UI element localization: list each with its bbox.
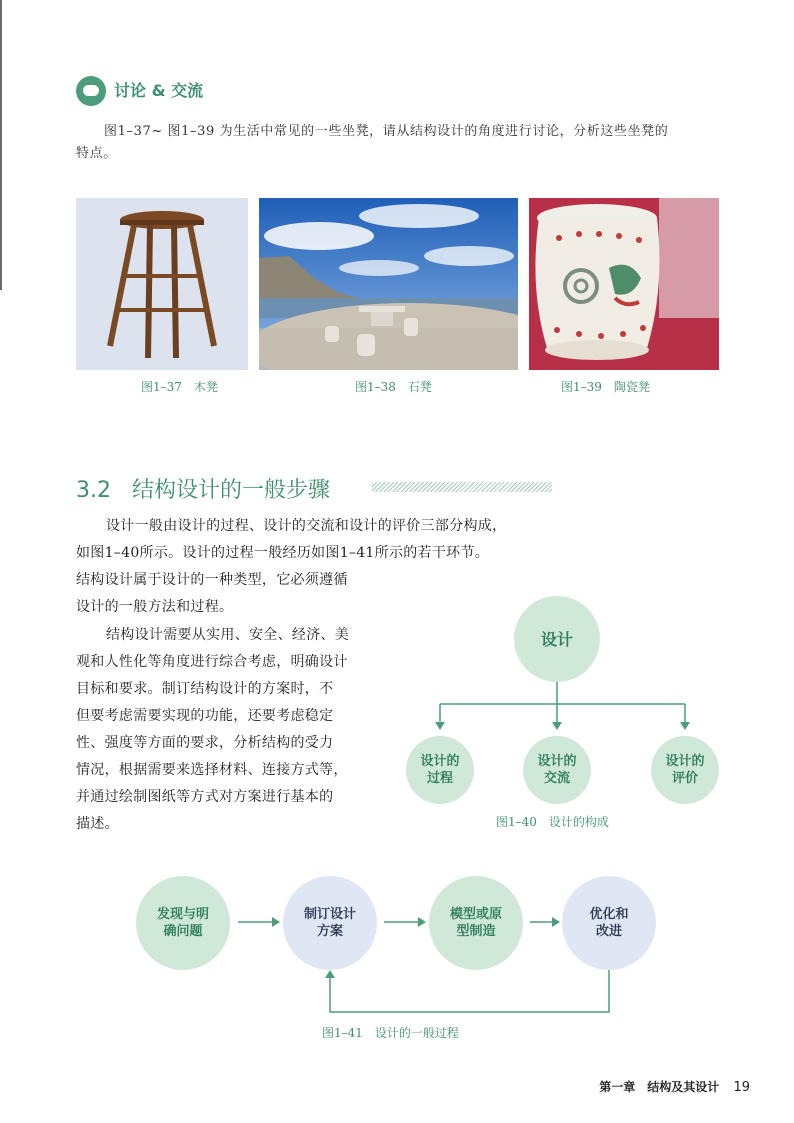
design-evaluation-node <box>651 736 719 804</box>
figure-1-41-caption: 图1–41 设计的一般过程 <box>322 1026 459 1040</box>
design-communication-label-1: 设计的 <box>537 754 577 769</box>
design-communication-node <box>523 736 591 804</box>
design-plan-label-2: 方案 <box>316 924 343 939</box>
design-node <box>514 596 600 682</box>
design-plan-node <box>283 876 377 970</box>
body-line-7: 目标和要求。制订结构设计的方案时，不 <box>76 681 334 697</box>
page-number: 19 <box>733 1080 750 1095</box>
prototype-label-2: 型制造 <box>456 924 496 939</box>
section-number: 3.2 <box>76 478 111 503</box>
section-title: 结构设计的一般步骤 <box>131 478 330 503</box>
design-evaluation-label-2: 评价 <box>671 771 698 786</box>
discussion-text-line2: 特点。 <box>76 146 117 161</box>
body-line-9: 性、强度等方面的要求，分析结构的受力 <box>76 735 334 751</box>
figure-1-39-caption: 图1–39 陶瓷凳 <box>561 380 650 394</box>
body-line-8: 但要考虑需要实现的功能，还要考虑稳定 <box>76 708 334 724</box>
design-process-label-2: 过程 <box>426 771 453 786</box>
body-line-11: 并通过绘制图纸等方式对方案进行基本的 <box>76 789 334 805</box>
prototype-label-1: 模型或原 <box>449 907 502 922</box>
body-line-12: 描述。 <box>76 816 119 832</box>
body-line-2: 如图1–40所示。设计的过程一般经历如图1–41所示的若干环节。 <box>76 545 490 561</box>
body-line-4: 设计的一般方法和过程。 <box>76 599 234 615</box>
design-process-label-1: 设计的 <box>420 754 460 769</box>
body-line-1: 设计一般由设计的过程、设计的交流和设计的评价三部分构成， <box>106 518 507 534</box>
optimize-label-1: 优化和 <box>589 907 629 922</box>
body-line-3: 结构设计属于设计的一种类型，它必须遵循 <box>76 572 348 588</box>
design-plan-label-1: 制订设计 <box>303 907 356 922</box>
design-node-label: 设计 <box>540 629 573 649</box>
body-line-5: 结构设计需要从实用、安全、经济、美 <box>106 627 350 643</box>
design-communication-label-2: 交流 <box>543 771 570 786</box>
figure-1-38-caption: 图1–38 石凳 <box>355 380 432 394</box>
figure-1-40-caption: 图1–40 设计的构成 <box>496 815 609 829</box>
figure-1-37-caption: 图1–37 木凳 <box>141 380 218 394</box>
chapter-title: 第一章 结构及其设计 <box>599 1080 720 1094</box>
prototype-node <box>429 876 523 970</box>
identify-problem-label-1: 发现与明 <box>156 907 209 922</box>
design-evaluation-label-1: 设计的 <box>665 754 705 769</box>
optimize-node <box>562 876 656 970</box>
discussion-title: 讨论 & 交流 <box>114 81 204 100</box>
discussion-text-line1: 图1–37~ 图1–39 为生活中常见的一些坐凳，请从结构设计的角度进行讨论，分析这些坐凳的 <box>104 124 669 139</box>
body-line-10: 情况，根据需要来选择材料、连接方式等， <box>76 762 348 778</box>
design-process-node <box>406 736 474 804</box>
body-line-6: 观和人性化等角度进行综合考虑，明确设计 <box>76 654 348 670</box>
page-footer <box>599 1078 750 1095</box>
identify-problem-label-2: 确问题 <box>163 924 203 939</box>
optimize-label-2: 改进 <box>595 924 622 939</box>
identify-problem-node <box>136 876 230 970</box>
